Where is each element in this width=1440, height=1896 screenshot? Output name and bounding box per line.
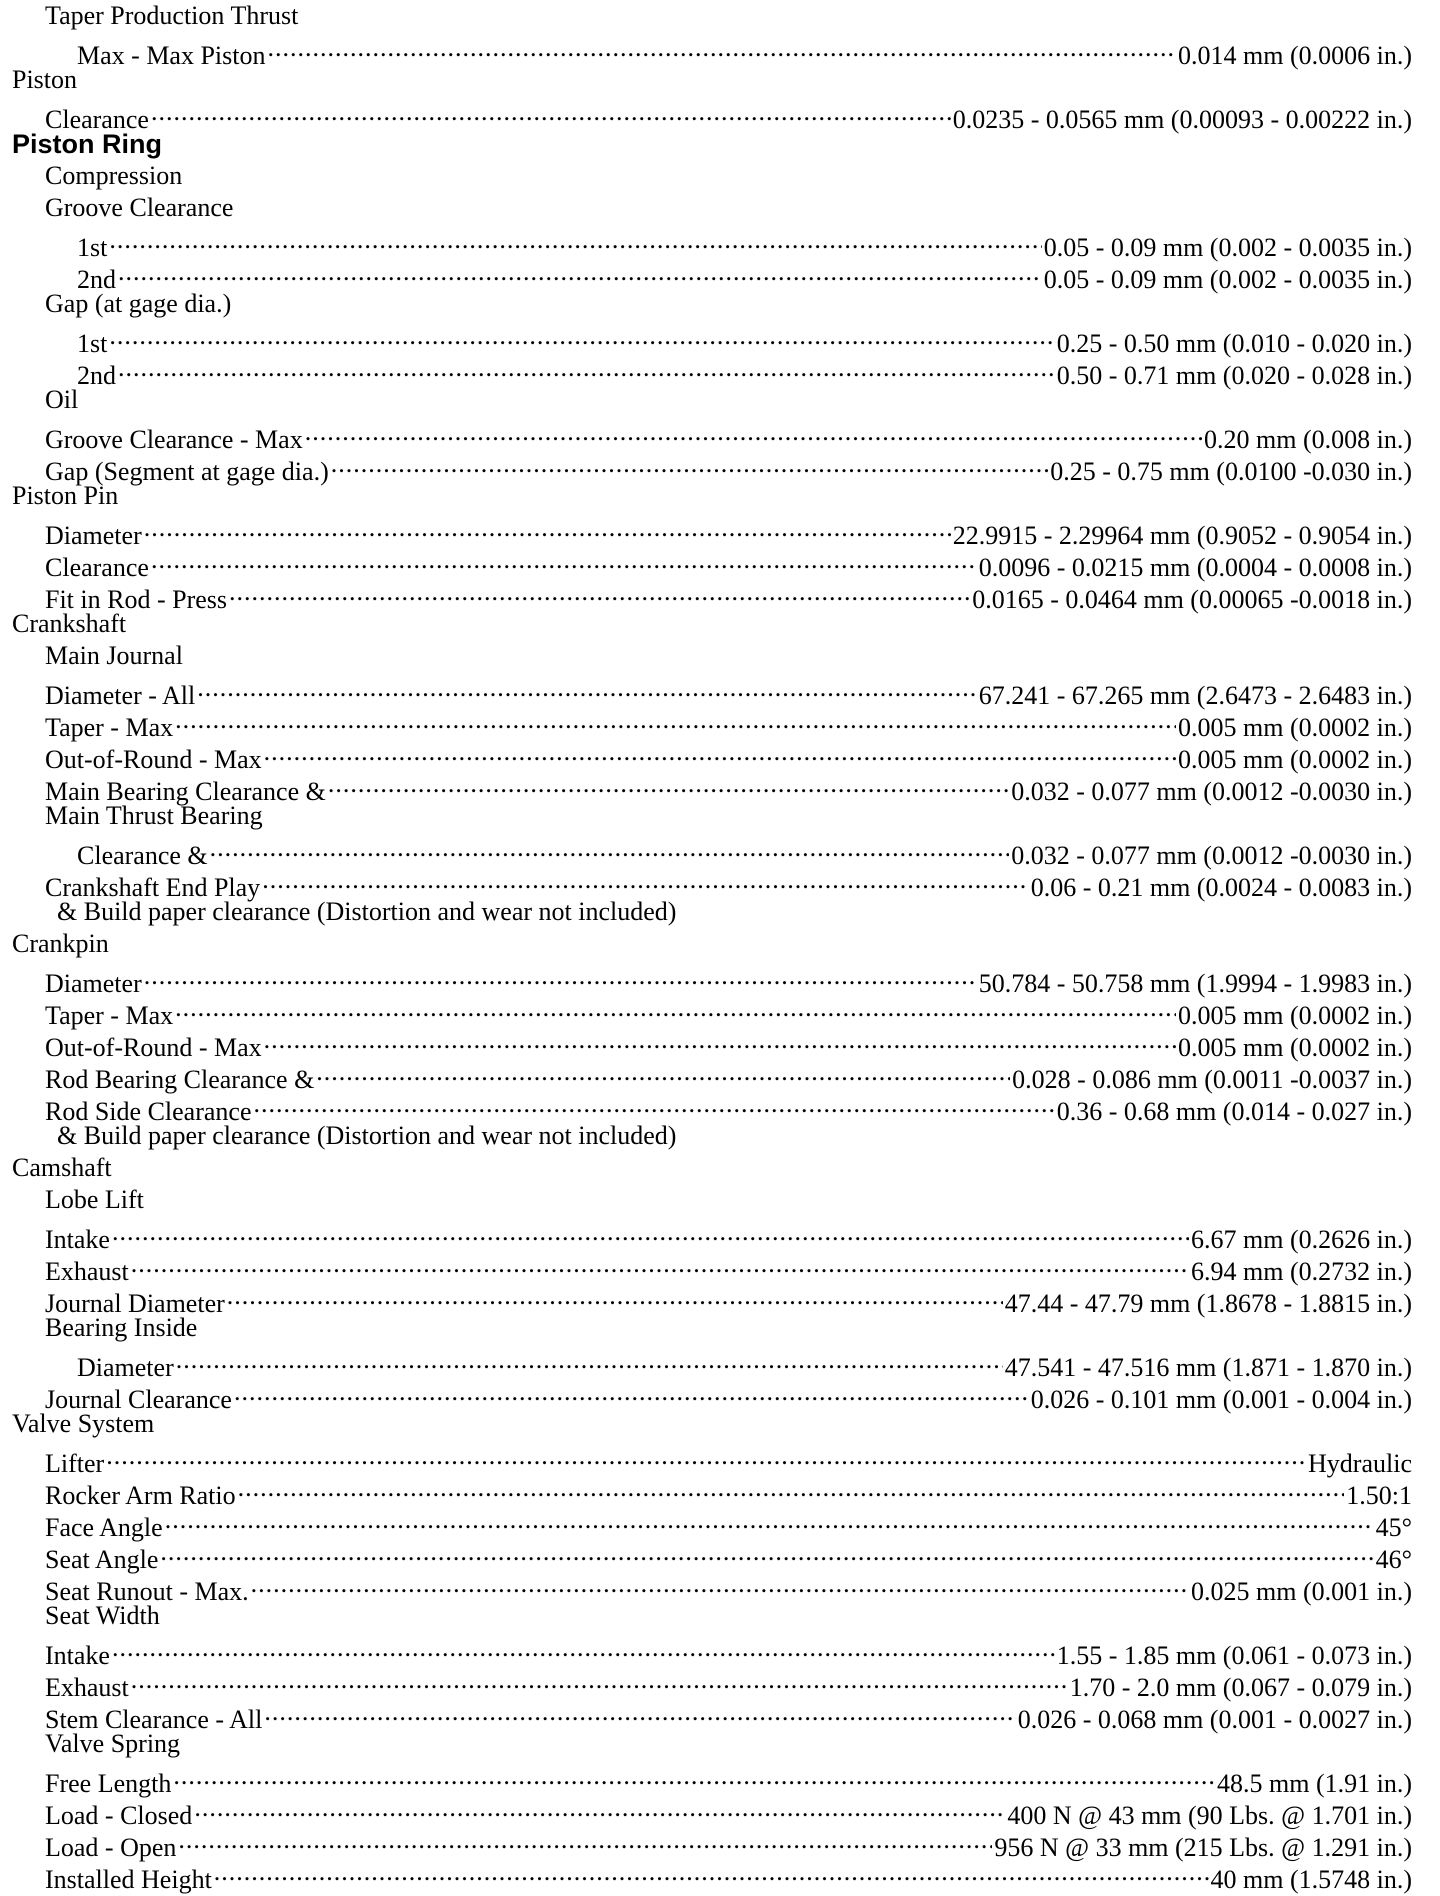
spec-label: Main Bearing Clearance &: [45, 777, 326, 806]
spec-value: 0.032 - 0.077 mm (0.0012 -0.0030 in.): [1011, 841, 1412, 870]
dot-leader: [178, 1824, 992, 1856]
spec-label: Seat Runout - Max.: [45, 1577, 249, 1606]
spec-value: 45°: [1375, 1513, 1412, 1542]
spec-row: [12, 1760, 1412, 1798]
section-heading: [12, 928, 1412, 960]
spec-value: 0.05 - 0.09 mm (0.002 - 0.0035 in.): [1043, 265, 1412, 294]
spec-row: [12, 1792, 1412, 1830]
spec-row: [12, 576, 1412, 614]
spec-value: 0.05 - 0.09 mm (0.002 - 0.0035 in.): [1043, 233, 1412, 262]
spec-row: [12, 1280, 1412, 1318]
spec-label: Main Journal: [45, 641, 183, 670]
spec-row: [12, 736, 1412, 774]
spec-label: Oil: [45, 385, 79, 414]
spec-value: 400 N @ 43 mm (90 Lbs. @ 1.701 in.): [1007, 1801, 1412, 1830]
spec-label: Seat Width: [45, 1601, 160, 1630]
spec-label: Lobe Lift: [45, 1185, 144, 1214]
spec-value: 0.026 - 0.068 mm (0.001 - 0.0027 in.): [1017, 1705, 1412, 1734]
spec-value: 0.005 mm (0.0002 in.): [1178, 713, 1412, 742]
spec-label: Taper - Max: [45, 713, 174, 742]
spec-row: [12, 512, 1412, 550]
spec-value: 1.55 - 1.85 mm (0.061 - 0.073 in.): [1056, 1641, 1412, 1670]
dot-leader: [316, 1056, 1010, 1088]
dot-leader: [264, 736, 1176, 768]
spec-row: [12, 544, 1412, 582]
spec-label: Valve System: [12, 1409, 155, 1438]
spec-value: 0.0235 - 0.0565 mm (0.00093 - 0.00222 in.): [952, 105, 1412, 134]
dot-leader: [254, 1088, 1055, 1120]
section-heading: [12, 480, 1412, 512]
spec-value: 0.005 mm (0.0002 in.): [1178, 1033, 1412, 1062]
dot-leader: [144, 512, 951, 544]
spec-row: [12, 1216, 1412, 1254]
spec-label: Diameter - All: [45, 681, 196, 710]
spec-label: Free Length: [45, 1769, 172, 1798]
spec-label: Crankshaft: [12, 609, 127, 638]
dot-leader: [144, 960, 977, 992]
spec-row: [12, 256, 1412, 294]
spec-label: Journal Diameter: [45, 1289, 225, 1318]
spec-value: 6.94 mm (0.2732 in.): [1191, 1257, 1412, 1286]
spec-row: [12, 1344, 1412, 1382]
section-heading: [12, 1152, 1412, 1184]
spec-value: Hydraulic: [1308, 1449, 1412, 1478]
dot-leader: [151, 544, 977, 576]
spec-label: Seat Angle: [45, 1545, 159, 1574]
spec-value: 6.67 mm (0.2626 in.): [1191, 1225, 1412, 1254]
spec-row: [12, 1856, 1412, 1894]
spec-label: & Build paper clearance (Distortion and wear not included): [57, 1121, 677, 1150]
spec-label: Compression: [45, 161, 183, 190]
dot-leader: [175, 704, 1176, 736]
spec-value: 0.005 mm (0.0002 in.): [1178, 745, 1412, 774]
spec-label: Diameter: [45, 521, 142, 550]
dot-leader: [151, 96, 951, 128]
spec-label: Taper - Max: [45, 1001, 174, 1030]
spec-row: [12, 1024, 1412, 1062]
section-heading: [12, 192, 1412, 224]
spec-label: Intake: [45, 1641, 110, 1670]
spec-label: Camshaft: [12, 1153, 112, 1182]
spec-label: Exhaust: [45, 1673, 129, 1702]
section-heading: [12, 1408, 1412, 1440]
section-heading: [12, 608, 1412, 640]
spec-label: Bearing Inside: [45, 1313, 198, 1342]
spec-value: 47.541 - 47.516 mm (1.871 - 1.870 in.): [1004, 1353, 1412, 1382]
spec-label: Installed Height: [45, 1865, 212, 1894]
spec-label: Crankpin: [12, 929, 109, 958]
spec-value: 0.0096 - 0.0215 mm (0.0004 - 0.0008 in.): [978, 553, 1412, 582]
section-heading: [12, 1184, 1412, 1216]
spec-label: Max - Max Piston: [77, 41, 266, 70]
spec-value: 0.50 - 0.71 mm (0.020 - 0.028 in.): [1056, 361, 1412, 390]
dot-leader: [210, 832, 1010, 864]
dot-leader: [197, 672, 977, 704]
spec-label: Crankshaft End Play: [45, 873, 261, 902]
dot-leader: [229, 576, 970, 608]
spec-label: Out-of-Round - Max: [45, 1033, 262, 1062]
spec-label: Out-of-Round - Max: [45, 745, 262, 774]
spec-row: [12, 1536, 1412, 1574]
spec-row: [12, 832, 1412, 870]
dot-leader: [238, 1472, 1345, 1504]
spec-value: 40 mm (1.5748 in.): [1210, 1865, 1412, 1894]
spec-label: Gap (at gage dia.): [45, 289, 232, 318]
spec-row: [12, 32, 1412, 70]
spec-label: Face Angle: [45, 1513, 163, 1542]
spec-row: [12, 1248, 1412, 1286]
dot-leader: [131, 1664, 1068, 1696]
spec-value: 1.70 - 2.0 mm (0.067 - 0.079 in.): [1069, 1673, 1412, 1702]
dot-leader: [118, 352, 1055, 384]
spec-value: 0.028 - 0.086 mm (0.0011 -0.0037 in.): [1012, 1065, 1412, 1094]
spec-value: 1.50:1: [1346, 1481, 1412, 1510]
dot-leader: [106, 1440, 1306, 1472]
spec-row: [12, 416, 1412, 454]
spec-value: 0.014 mm (0.0006 in.): [1178, 41, 1412, 70]
spec-value: 46°: [1375, 1545, 1412, 1574]
spec-label: Fit in Rod - Press: [45, 585, 228, 614]
spec-label: Diameter: [45, 969, 142, 998]
dot-leader: [234, 1376, 1029, 1408]
dot-leader: [160, 1536, 1373, 1568]
dot-leader: [175, 992, 1176, 1024]
spec-row: [12, 1088, 1412, 1126]
section-heading: [12, 800, 1412, 832]
section-heading: [12, 384, 1412, 416]
spec-value: 22.9915 - 2.29964 mm (0.9052 - 0.9054 in.): [952, 521, 1412, 550]
spec-row: [12, 672, 1412, 710]
spec-label: Taper Production Thrust: [45, 1, 299, 30]
spec-row: [12, 224, 1412, 262]
spec-value: 0.032 - 0.077 mm (0.0012 -0.0030 in.): [1011, 777, 1412, 806]
spec-row: [12, 992, 1412, 1030]
spec-value: 0.025 mm (0.001 in.): [1191, 1577, 1412, 1606]
spec-value: 50.784 - 50.758 mm (1.9994 - 1.9983 in.): [978, 969, 1412, 998]
spec-label: Rocker Arm Ratio: [45, 1481, 236, 1510]
spec-row: [12, 1504, 1412, 1542]
spec-label: Clearance: [45, 105, 149, 134]
spec-row: [12, 96, 1412, 134]
dot-leader: [112, 1216, 1189, 1248]
spec-label: 2nd: [77, 265, 116, 294]
spec-label: Rod Side Clearance: [45, 1097, 252, 1126]
spec-value: 67.241 - 67.265 mm (2.6473 - 2.6483 in.): [978, 681, 1412, 710]
spec-row: [12, 1056, 1412, 1094]
dot-leader: [176, 1344, 1003, 1376]
spec-value: 0.36 - 0.68 mm (0.014 - 0.027 in.): [1056, 1097, 1412, 1126]
spec-label: Piston: [12, 65, 78, 94]
spec-label: Stem Clearance - All: [45, 1705, 263, 1734]
dot-leader: [131, 1248, 1189, 1280]
spec-label: Load - Open: [45, 1833, 177, 1862]
dot-leader: [268, 32, 1177, 64]
section-heading: [12, 1728, 1412, 1760]
spec-value: 0.25 - 0.75 mm (0.0100 -0.030 in.): [1050, 457, 1412, 486]
spec-label: Gap (Segment at gage dia.): [45, 457, 329, 486]
dot-leader: [165, 1504, 1374, 1536]
dot-leader: [118, 256, 1042, 288]
spec-row: [12, 1440, 1412, 1478]
spec-value: 0.06 - 0.21 mm (0.0024 - 0.0083 in.): [1030, 873, 1412, 902]
section-heading: [12, 1600, 1412, 1632]
spec-row: [12, 1376, 1412, 1414]
spec-label: Diameter: [77, 1353, 174, 1382]
spec-label: Exhaust: [45, 1257, 129, 1286]
spec-label: 1st: [77, 329, 108, 358]
spec-label: Clearance &: [77, 841, 208, 870]
spec-value: 0.005 mm (0.0002 in.): [1178, 1001, 1412, 1030]
dot-leader: [214, 1856, 1209, 1888]
spec-row: [12, 1632, 1412, 1670]
section-heading: [12, 160, 1412, 192]
dot-leader: [264, 1024, 1176, 1056]
spec-label: Clearance: [45, 553, 149, 582]
section-heading: [12, 1312, 1412, 1344]
spec-row: [12, 352, 1412, 390]
spec-value: 47.44 - 47.79 mm (1.8678 - 1.8815 in.): [1004, 1289, 1412, 1318]
dot-leader: [227, 1280, 1003, 1312]
spec-label: Groove Clearance - Max: [45, 425, 303, 454]
spec-row: [12, 320, 1412, 358]
dot-leader: [264, 1696, 1015, 1728]
spec-label: Groove Clearance: [45, 193, 234, 222]
spec-label: Load - Closed: [45, 1801, 193, 1830]
dot-leader: [173, 1760, 1215, 1792]
spec-row: [12, 768, 1412, 806]
dot-leader: [194, 1792, 1005, 1824]
dot-leader: [109, 224, 1041, 256]
spec-label: Rod Bearing Clearance &: [45, 1065, 315, 1094]
spec-label: & Build paper clearance (Distortion and wear not included): [57, 897, 677, 926]
dot-leader: [251, 1568, 1189, 1600]
spec-label: Journal Clearance: [45, 1385, 232, 1414]
dot-leader: [262, 864, 1029, 896]
spec-value: 48.5 mm (1.91 in.): [1217, 1769, 1412, 1798]
dot-leader: [328, 768, 1009, 800]
spec-row: [12, 1664, 1412, 1702]
section-heading: [12, 288, 1412, 320]
spec-label: 2nd: [77, 361, 116, 390]
dot-leader: [109, 320, 1054, 352]
spec-value: 0.20 mm (0.008 in.): [1204, 425, 1412, 454]
section-heading: [12, 64, 1412, 96]
section-heading: [12, 896, 1412, 928]
dot-leader: [305, 416, 1202, 448]
spec-row: [12, 704, 1412, 742]
spec-label: 1st: [77, 233, 108, 262]
spec-label: Lifter: [45, 1449, 105, 1478]
spec-row: [12, 1696, 1412, 1734]
section-heading: [12, 0, 1412, 32]
spec-row: [12, 448, 1412, 486]
spec-value: 0.026 - 0.101 mm (0.001 - 0.004 in.): [1030, 1385, 1412, 1414]
spec-label: Piston Pin: [12, 481, 119, 510]
spec-label: Main Thrust Bearing: [45, 801, 263, 830]
spec-label: Piston Ring: [12, 129, 162, 159]
spec-value: 0.25 - 0.50 mm (0.010 - 0.020 in.): [1056, 329, 1412, 358]
spec-label: Valve Spring: [45, 1729, 181, 1758]
spec-row: [12, 1568, 1412, 1606]
spec-row: [12, 960, 1412, 998]
spec-value: 956 N @ 33 mm (215 Lbs. @ 1.291 in.): [994, 1833, 1412, 1862]
spec-row: [12, 1472, 1412, 1510]
section-heading: [12, 128, 1412, 160]
spec-row: [12, 864, 1412, 902]
section-heading: [12, 1120, 1412, 1152]
spec-row: [12, 1824, 1412, 1862]
spec-label: Intake: [45, 1225, 110, 1254]
dot-leader: [331, 448, 1048, 480]
dot-leader: [112, 1632, 1055, 1664]
spec-value: 0.0165 - 0.0464 mm (0.00065 -0.0018 in.): [972, 585, 1412, 614]
spec-document: [12, 0, 1412, 1894]
section-heading: [12, 640, 1412, 672]
